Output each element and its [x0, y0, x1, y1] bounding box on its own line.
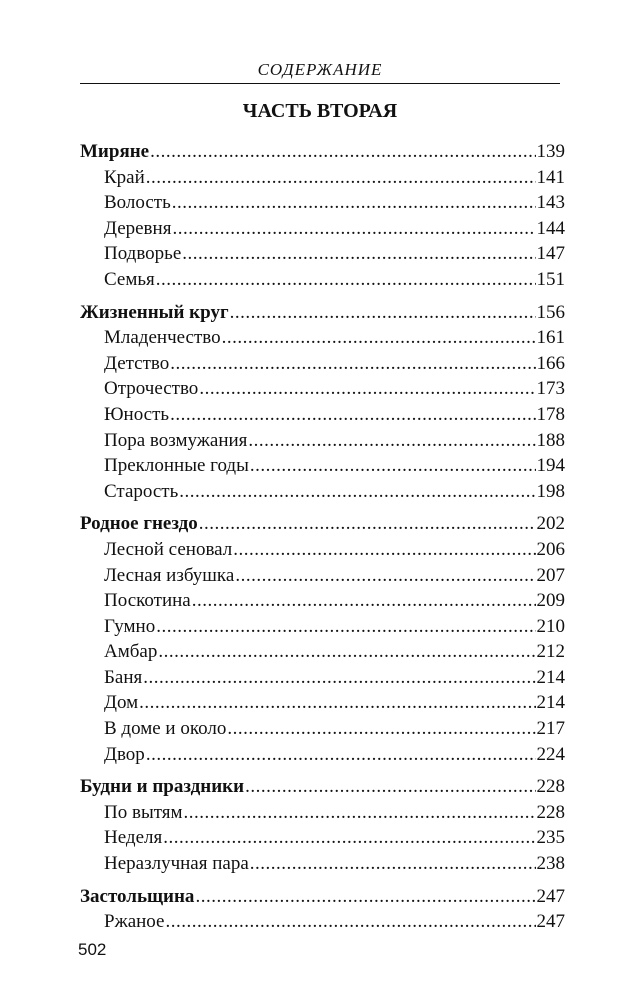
- entry-page: 141: [536, 166, 565, 188]
- entry-page: 217: [536, 718, 565, 740]
- toc-entry[interactable]: [80, 716, 565, 742]
- toc-section: [80, 511, 565, 767]
- toc-entry[interactable]: [80, 351, 565, 377]
- toc-entry-main[interactable]: [80, 139, 565, 165]
- entry-page: 209: [536, 590, 565, 612]
- dot-leader: [163, 825, 535, 851]
- dot-leader: [172, 216, 535, 242]
- entry-title: Деревня: [104, 217, 172, 239]
- entry-title: Неразлучная пара: [104, 853, 249, 875]
- dot-leader: [250, 851, 536, 877]
- toc-entry[interactable]: [80, 190, 565, 216]
- entry-title: Отрочество: [104, 378, 199, 400]
- entry-title: Лесной сеновал: [104, 538, 233, 560]
- entry-title: Поскотина: [104, 590, 191, 612]
- entry-page: 202: [536, 513, 565, 535]
- dot-leader: [156, 614, 535, 640]
- entry-page: 228: [536, 801, 565, 823]
- entry-page: 178: [536, 403, 565, 425]
- entry-page: 151: [536, 268, 565, 290]
- entry-page: 161: [536, 327, 565, 349]
- entry-page: 210: [536, 615, 565, 637]
- toc-entry-main[interactable]: [80, 300, 565, 326]
- dot-leader: [195, 884, 535, 910]
- entry-title: Семья: [104, 268, 155, 290]
- entry-title: Двор: [104, 743, 145, 765]
- entry-title: Юность: [104, 403, 170, 425]
- entry-title: Жизненный круг: [80, 301, 229, 323]
- entry-page: 144: [536, 217, 565, 239]
- toc-entry-main[interactable]: [80, 884, 565, 910]
- entry-title: Подворье: [104, 243, 182, 265]
- page-number: 502: [78, 940, 107, 959]
- toc-entry[interactable]: [80, 216, 565, 242]
- toc-entry[interactable]: [80, 742, 565, 768]
- toc-entry[interactable]: [80, 800, 565, 826]
- toc-entry[interactable]: [80, 825, 565, 851]
- dot-leader: [172, 190, 536, 216]
- entry-title: Лесная избушка: [104, 564, 235, 586]
- toc-entry[interactable]: [80, 563, 565, 589]
- part-title: ЧАСТЬ ВТОРАЯ: [242, 100, 398, 122]
- entry-page: 143: [536, 192, 565, 214]
- table-of-contents: [80, 139, 565, 942]
- dot-leader: [222, 325, 536, 351]
- entry-page: 139: [536, 141, 565, 162]
- entry-title: В доме и около: [104, 718, 227, 740]
- toc-entry[interactable]: [80, 453, 565, 479]
- entry-title: Волость: [104, 192, 171, 214]
- toc-entry[interactable]: [80, 690, 565, 716]
- dot-leader: [170, 351, 535, 377]
- entry-page: 238: [536, 853, 565, 875]
- entry-title: Неделя: [104, 827, 163, 849]
- entry-page: 166: [536, 352, 565, 374]
- dot-leader: [250, 453, 536, 479]
- dot-leader: [192, 588, 536, 614]
- entry-title: Гумно: [104, 615, 156, 637]
- dot-leader: [233, 537, 535, 563]
- entry-page: 214: [536, 666, 565, 688]
- dot-leader: [179, 479, 535, 505]
- entry-page: 198: [536, 480, 565, 502]
- dot-leader: [146, 742, 536, 768]
- entry-title: Застольщина: [80, 885, 195, 907]
- toc-entry[interactable]: [80, 165, 565, 191]
- dot-leader: [227, 716, 535, 742]
- entry-page: 228: [536, 776, 565, 798]
- toc-entry[interactable]: [80, 537, 565, 563]
- toc-entry[interactable]: [80, 614, 565, 640]
- entry-title: По вытям: [104, 801, 183, 823]
- entry-page: 247: [536, 911, 565, 933]
- toc-section: [80, 139, 565, 293]
- header-rule: [80, 83, 560, 84]
- running-head: СОДЕРЖАНИЕ: [257, 60, 383, 79]
- toc-entry[interactable]: [80, 402, 565, 428]
- toc-entry-main[interactable]: [80, 774, 565, 800]
- entry-page: 173: [536, 378, 565, 400]
- entry-page: 147: [536, 243, 565, 265]
- toc-entry[interactable]: [80, 851, 565, 877]
- dot-leader: [143, 665, 535, 691]
- entry-title: Край: [104, 166, 145, 188]
- toc-entry[interactable]: [80, 241, 565, 267]
- toc-entry[interactable]: [80, 325, 565, 351]
- toc-entry[interactable]: [80, 639, 565, 665]
- toc-section: [80, 774, 565, 876]
- entry-page: 247: [536, 885, 565, 907]
- dot-leader: [230, 300, 536, 326]
- entry-title: Ржаное: [104, 911, 165, 933]
- dot-leader: [170, 402, 535, 428]
- toc-entry[interactable]: [80, 376, 565, 402]
- entry-title: Баня: [104, 666, 143, 688]
- dot-leader: [199, 511, 536, 537]
- entry-title: Преклонные годы: [104, 455, 249, 477]
- entry-title: Миряне: [80, 141, 150, 162]
- entry-title: Дом: [104, 692, 139, 714]
- entry-title: Старость: [104, 480, 179, 502]
- dot-leader: [199, 376, 535, 402]
- entry-page: 156: [536, 301, 565, 323]
- entry-page: 214: [536, 692, 565, 714]
- entry-title: Будни и праздники: [80, 776, 245, 798]
- dot-leader: [245, 774, 535, 800]
- dot-leader: [139, 690, 535, 716]
- entry-page: 207: [536, 564, 565, 586]
- entry-page: 194: [536, 455, 565, 477]
- entry-page: 188: [536, 429, 565, 451]
- dot-leader: [150, 139, 535, 165]
- dot-leader: [235, 563, 535, 589]
- entry-page: 224: [536, 743, 565, 765]
- entry-title: Родное гнездо: [80, 513, 198, 535]
- toc-entry[interactable]: [80, 479, 565, 505]
- toc-entry-main[interactable]: [80, 511, 565, 537]
- entry-title: Пора возмужания: [104, 429, 248, 451]
- toc-entry[interactable]: [80, 267, 565, 293]
- toc-entry[interactable]: [80, 909, 565, 935]
- toc-entry[interactable]: [80, 665, 565, 691]
- toc-section: [80, 300, 565, 505]
- dot-leader: [156, 267, 536, 293]
- dot-leader: [158, 639, 535, 665]
- dot-leader: [165, 909, 535, 935]
- dot-leader: [182, 241, 535, 267]
- toc-entry[interactable]: [80, 588, 565, 614]
- toc-section: [80, 884, 565, 935]
- entry-title: Детство: [104, 352, 170, 374]
- entry-title: Младенчество: [104, 327, 221, 349]
- toc-entry[interactable]: [80, 428, 565, 454]
- entry-page: 206: [536, 538, 565, 560]
- entry-page: 212: [536, 641, 565, 663]
- dot-leader: [146, 165, 536, 191]
- dot-leader: [248, 428, 535, 454]
- entry-page: 235: [536, 827, 565, 849]
- dot-leader: [184, 800, 536, 826]
- entry-title: Амбар: [104, 641, 158, 663]
